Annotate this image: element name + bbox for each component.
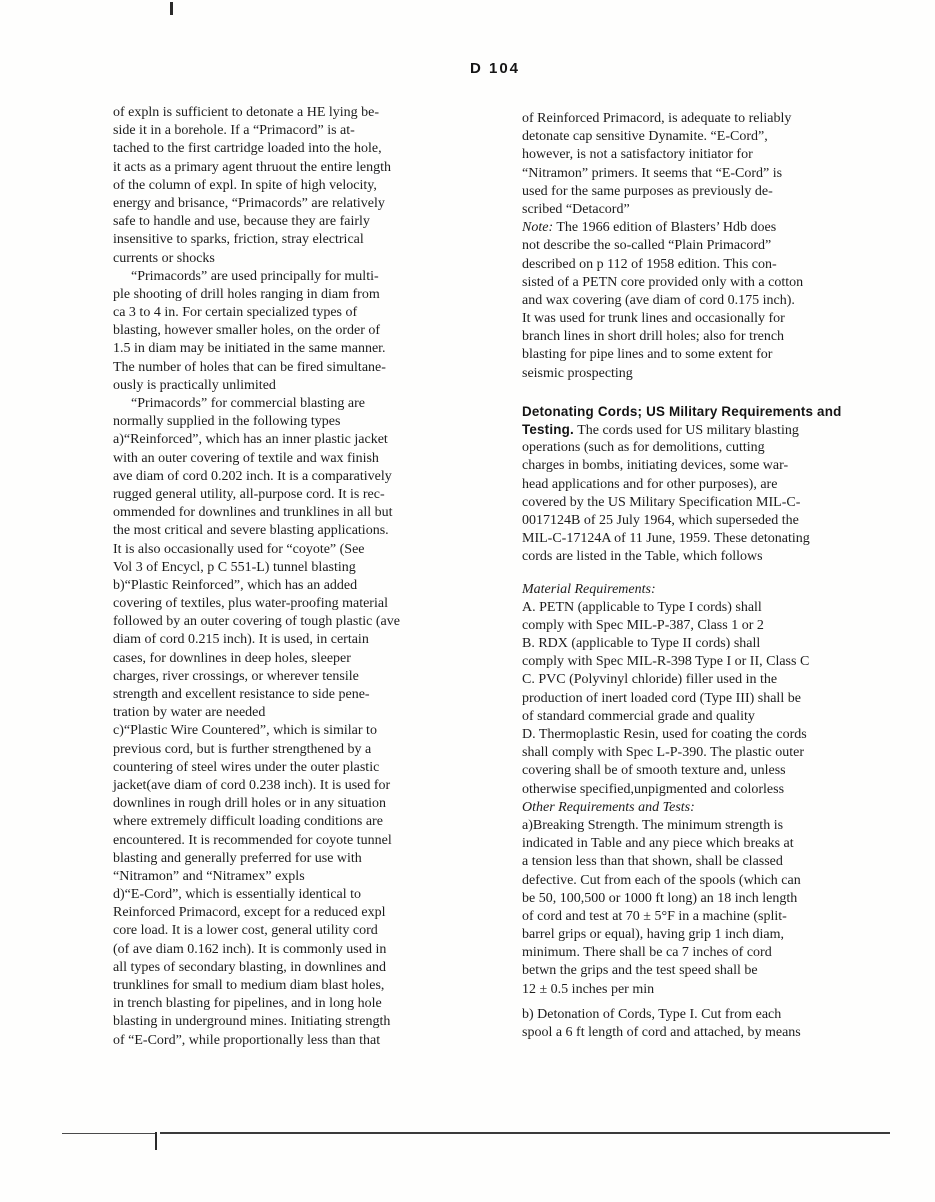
text-line (113, 777, 493, 795)
text-line (113, 613, 493, 631)
body-text: blasting for pipe lines and to some extent for (522, 347, 773, 363)
body-text: 0017124B of 25 July 1964, which superseded the (522, 512, 799, 528)
body-text: “Nitramon” and “Nitramex” expls (113, 868, 305, 884)
body-text: followed by an outer covering of tough plastic (ave (113, 614, 400, 630)
body-text: however, is not a satisfactory initiator for (522, 147, 753, 163)
body-text: in trench blasting for pipelines, and in long hole (113, 996, 382, 1012)
body-text: operations (such as for demolitions, cutting (522, 440, 765, 456)
text-line (522, 581, 904, 599)
text-line (522, 365, 904, 383)
body-text: b)“Plastic Reinforced”, which has an added (113, 577, 358, 593)
body-text: a)Breaking Strength. The minimum strength is (522, 817, 784, 833)
body-text: encountered. It is recommended for coyote tunnel (113, 832, 392, 848)
body-text: d)“E-Cord”, which is essentially identical to (113, 887, 362, 903)
text-line (113, 977, 493, 995)
body-text: “Primacords” for commercial blasting are (131, 396, 366, 411)
text-line (113, 541, 493, 559)
text-line (522, 671, 904, 689)
text-line (113, 250, 493, 268)
body-text: B. RDX (applicable to Type II cords) shall (522, 636, 761, 652)
text-line (522, 494, 904, 512)
text-line (113, 286, 493, 304)
body-text: a)“Reinforced”, which has an inner plastic jacket (113, 432, 388, 448)
body-text: (of ave diam 0.162 inch). It is commonly used in (113, 941, 387, 957)
body-text: used for the same purposes as previously de- (522, 183, 773, 199)
body-text: production of inert loaded cord (Type III) shall be (522, 690, 801, 706)
text-line (522, 617, 904, 635)
text-line (113, 304, 493, 322)
text-line (113, 322, 493, 340)
text-line (522, 981, 904, 999)
body-text: it acts as a primary agent thruout the entire length (113, 159, 391, 175)
italic-text: Material Requirements: (522, 581, 656, 597)
body-text: of cord and test at 70 ± 5°F in a machine (split- (522, 908, 787, 924)
text-line (522, 530, 904, 548)
text-line (113, 813, 493, 831)
bottom-registration-mark (155, 1132, 157, 1150)
text-line (113, 941, 493, 959)
text-line (113, 886, 493, 904)
text-line (522, 128, 904, 146)
body-text: 12 ± 0.5 inches per min (522, 981, 655, 997)
text-line (113, 759, 493, 777)
text-line (113, 904, 493, 922)
text-line (522, 403, 904, 421)
body-text: shall comply with Spec L-P-390. The plastic outer (522, 745, 805, 761)
body-text: diam of cord 0.215 inch). It is used, in certain (113, 632, 369, 648)
text-line (522, 183, 904, 201)
text-line (522, 201, 904, 219)
text-line (113, 650, 493, 668)
text-line (522, 346, 904, 364)
text-line (113, 795, 493, 813)
text-line (522, 310, 904, 328)
body-text: head applications and for other purposes), are (522, 476, 778, 492)
body-text: core load. It is a lower cost, general utility cord (113, 923, 378, 939)
text-line (113, 486, 493, 504)
body-text: the most critical and severe blasting applications. (113, 523, 389, 539)
heading-text: Testing. (522, 422, 574, 437)
body-text: energy and brisance, “Primacords” are relatively (113, 195, 385, 211)
body-text: of the column of expl. In spite of high velocity, (113, 177, 377, 193)
body-text: MIL-C-17124A of 11 June, 1959. These detonating (522, 531, 810, 547)
body-text: rugged general utility, all-purpose cord. It is rec- (113, 486, 385, 502)
body-text: indicated in Table and any piece which breaks at (522, 836, 794, 852)
body-text: strength and excellent resistance to side pene- (113, 687, 370, 702)
text-line (113, 595, 493, 613)
text-line (522, 890, 904, 908)
text-line (113, 122, 493, 140)
body-text: described on p 112 of 1958 edition. This con- (522, 256, 777, 272)
body-text: insensitive to sparks, friction, stray electrical (113, 232, 364, 248)
body-text: Vol 3 of Encycl, p C 551-L) tunnel blasting (113, 559, 356, 575)
text-line (522, 328, 904, 346)
text-line (522, 835, 904, 853)
text-line (113, 177, 493, 195)
text-line (522, 781, 904, 799)
body-text: seismic prospecting (522, 365, 633, 381)
text-line (522, 512, 904, 530)
body-text: all types of secondary blasting, in downlines and (113, 959, 386, 975)
text-line (113, 522, 493, 540)
text-line (522, 653, 904, 671)
body-text: downlines in rough drill holes or in any situation (113, 796, 386, 812)
text-line (113, 159, 493, 177)
body-text: a tension less than that shown, shall be classed (522, 854, 783, 870)
text-line (522, 548, 904, 566)
body-text: betwn the grips and the test speed shall be (522, 963, 758, 979)
text-line (113, 213, 493, 231)
bottom-rule (160, 1132, 890, 1134)
text-line (522, 599, 904, 617)
right-column (522, 110, 904, 1042)
body-text: of standard commercial grade and quality (522, 708, 755, 724)
text-line (113, 450, 493, 468)
text-line (522, 926, 904, 944)
bottom-rule-left-segment (62, 1133, 156, 1134)
text-line (522, 421, 904, 439)
body-text: 1.5 in diam may be initiated in the same manner. (113, 341, 386, 357)
top-registration-mark (170, 2, 173, 15)
body-text: trunklines for small to medium diam blast holes, (113, 978, 385, 993)
text-line (522, 146, 904, 164)
body-text: D. Thermoplastic Resin, used for coating the cords (522, 727, 807, 742)
body-text: tached to the first cartridge loaded into the hole, (113, 141, 382, 157)
body-text: Reinforced Primacord, except for a reduced expl (113, 905, 386, 921)
text-line (522, 908, 904, 926)
body-text: otherwise specified,unpigmented and colorless (522, 781, 785, 797)
italic-text: Other Requirements and Tests: (522, 799, 695, 815)
text-line (113, 1032, 493, 1050)
body-text: jacket(ave diam of cord 0.238 inch). It is used for (113, 777, 391, 793)
body-text: ave diam of cord 0.202 inch. It is a comparatively (113, 468, 392, 484)
body-text: ommended for downlines and trunklines in all but (113, 505, 393, 521)
text-line (113, 395, 493, 413)
body-text: comply with Spec MIL-R-398 Type I or II, Class C (522, 654, 810, 670)
text-line (113, 631, 493, 649)
heading-text: Detonating Cords; US Military Requirements and (522, 403, 842, 419)
text-line (522, 476, 904, 494)
text-line (522, 256, 904, 274)
body-text: C. PVC (Polyvinyl chloride) filler used in the (522, 672, 778, 688)
text-line (522, 1024, 904, 1042)
text-line (113, 559, 493, 577)
body-text: side it in a borehole. If a “Primacord” is at- (113, 123, 355, 139)
body-text: countering of steel wires under the outer plastic (113, 759, 380, 775)
text-line (522, 690, 904, 708)
body-text: covering of textiles, plus water-proofing material (113, 596, 388, 612)
body-text: covered by the US Military Specification MIL-C- (522, 494, 801, 510)
body-text: not describe the so-called “Plain Primacord” (522, 238, 772, 254)
body-text: with an outer covering of textile and wax finish (113, 450, 379, 466)
text-line (522, 799, 904, 817)
body-text: barrel grips or equal), having grip 1 inch diam, (522, 927, 785, 943)
body-text: sisted of a PETN core provided only with a cotton (522, 274, 804, 290)
text-line (522, 817, 904, 835)
text-line (113, 922, 493, 940)
text-line (113, 140, 493, 158)
text-line (522, 726, 904, 744)
text-line (113, 668, 493, 686)
text-line (522, 635, 904, 653)
body-text: comply with Spec MIL-P-387, Class 1 or 2 (522, 617, 764, 633)
text-line (522, 439, 904, 457)
body-text: normally supplied in the following types (113, 414, 341, 430)
text-line (522, 165, 904, 183)
text-line (113, 359, 493, 377)
body-text: ca 3 to 4 in. For certain specialized types of (113, 305, 358, 321)
body-text: c)“Plastic Wire Countered”, which is similar to (113, 723, 377, 739)
body-text: blasting and generally preferred for use with (113, 850, 362, 866)
text-line (113, 686, 493, 704)
text-line (113, 104, 493, 122)
text-line (522, 292, 904, 310)
body-text: It was used for trunk lines and occasionally for (522, 311, 785, 327)
body-text: previous cord, but is further strengthened by a (113, 741, 372, 757)
body-text: The number of holes that can be fired simultane- (113, 359, 386, 375)
text-line (113, 722, 493, 740)
body-text: blasting, however smaller holes, on the order of (113, 323, 381, 339)
body-text: ously is practically unlimited (113, 377, 276, 393)
body-text: where extremely difficult loading conditions are (113, 814, 383, 830)
body-text: charges, river crossings, or wherever tensile (113, 668, 359, 684)
body-text: cases, for downlines in deep holes, sleeper (113, 650, 351, 666)
text-line (113, 231, 493, 249)
body-text: ple shooting of drill holes ranging in diam from (113, 286, 380, 302)
left-column (113, 104, 493, 1050)
text-line (522, 944, 904, 962)
text-line (113, 959, 493, 977)
text-line (522, 1006, 904, 1024)
body-text: The cords used for US military blasting (573, 423, 799, 438)
text-line (113, 868, 493, 886)
body-text: of “E-Cord”, while proportionally less than that (113, 1032, 381, 1048)
body-text: tration by water are needed (113, 705, 266, 721)
page-number: D 104 (469, 60, 521, 77)
text-line (522, 744, 904, 762)
body-text: It is also occasionally used for “coyote” (See (113, 541, 365, 557)
body-text: scribed “Detacord” (522, 201, 630, 217)
text-line (522, 762, 904, 780)
body-text: The 1966 edition of Blasters’ Hdb does (553, 220, 777, 236)
text-line (113, 1013, 493, 1031)
body-text: safe to handle and use, because they are fairly (113, 214, 370, 230)
text-line (113, 704, 493, 722)
text-line (113, 377, 493, 395)
body-text: A. PETN (applicable to Type I cords) shall (522, 599, 762, 615)
italic-text: Note: (522, 220, 554, 236)
body-text: covering shall be of smooth texture and, unless (522, 763, 786, 779)
text-line (522, 853, 904, 871)
text-line (522, 872, 904, 890)
text-line (522, 110, 904, 128)
text-line (113, 832, 493, 850)
text-line (113, 995, 493, 1013)
text-line (522, 274, 904, 292)
body-text: “Primacords” are used principally for multi- (131, 268, 379, 284)
text-line (522, 457, 904, 475)
body-text: spool a 6 ft length of cord and attached, by means (522, 1025, 801, 1040)
body-text: defective. Cut from each of the spools (which can (522, 872, 801, 888)
body-text: branch lines in short drill holes; also for trench (522, 329, 785, 345)
text-line (522, 962, 904, 980)
body-text: b) Detonation of Cords, Type I. Cut from each (522, 1006, 782, 1022)
body-text: blasting in underground mines. Initiating strength (113, 1014, 391, 1030)
body-text: currents or shocks (113, 250, 215, 266)
text-line (522, 237, 904, 255)
body-text: and wax covering (ave diam of cord 0.175 inch). (522, 292, 795, 308)
text-line (113, 741, 493, 759)
text-line (113, 340, 493, 358)
body-text: cords are listed in the Table, which follows (522, 549, 763, 565)
body-text: detonate cap sensitive Dynamite. “E-Cord”, (522, 129, 768, 145)
text-line (113, 577, 493, 595)
body-text: be 50, 100,500 or 1000 ft long) an 18 inch length (522, 890, 798, 906)
text-line (522, 708, 904, 726)
text-line (113, 431, 493, 449)
text-line (113, 413, 493, 431)
body-text: of Reinforced Primacord, is adequate to reliably (522, 111, 792, 126)
text-line (113, 195, 493, 213)
body-text: of expln is sufficient to detonate a HE lying be- (113, 105, 380, 120)
text-line (113, 468, 493, 486)
body-text: “Nitramon” primers. It seems that “E-Cord” is (522, 165, 783, 181)
body-text: charges in bombs, initiating devices, some war- (522, 458, 789, 474)
body-text: minimum. There shall be ca 7 inches of cord (522, 945, 772, 961)
text-line (113, 504, 493, 522)
text-line (522, 219, 904, 237)
text-line (113, 850, 493, 868)
text-line (113, 268, 493, 286)
